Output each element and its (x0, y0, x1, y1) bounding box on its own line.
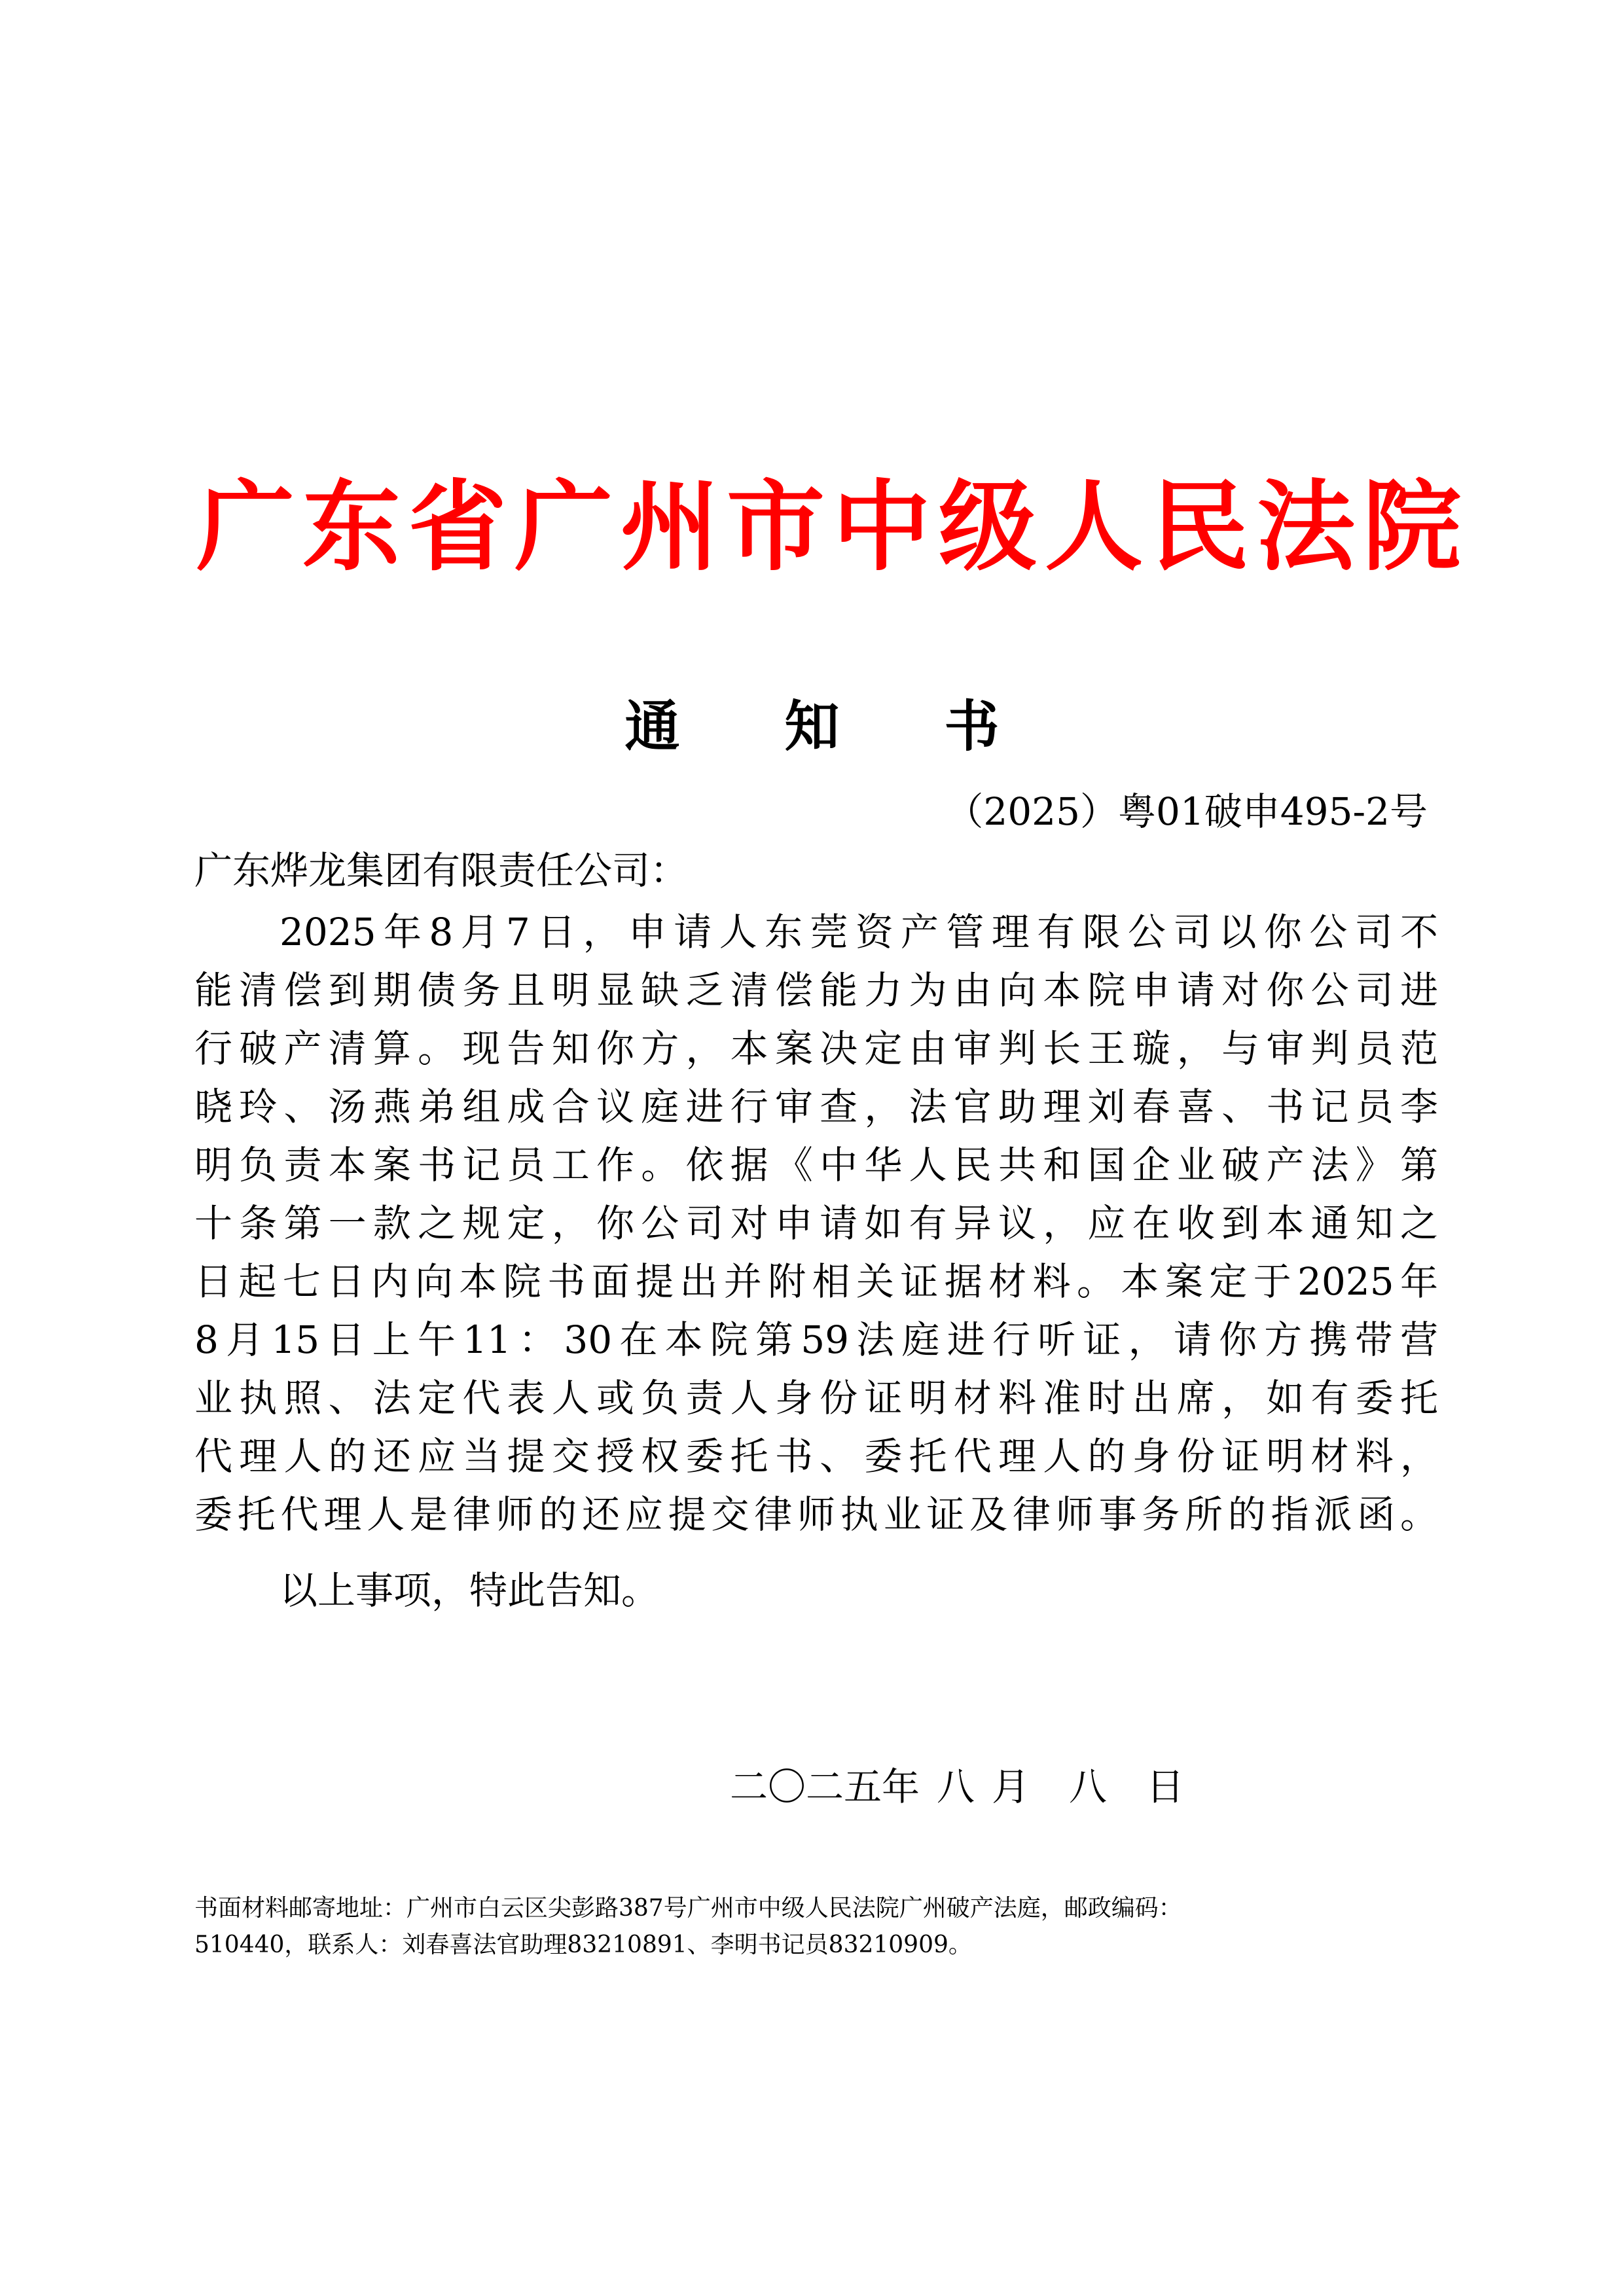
footer-line: 书面材料邮寄地址：广州市白云区尖彭路387号广州市中级人民法院广州破产法庭，邮政编码： (194, 1895, 1182, 1922)
title-char: 书 (944, 694, 1000, 759)
document-title (0, 691, 1624, 762)
title-char: 知 (784, 694, 840, 759)
date-day-label: 日 (1146, 1765, 1185, 1809)
date-month-label: 月 (992, 1765, 1030, 1809)
body-line: 十条第一款之规定，你公司对申请如有异议，应在收到本通知之 (194, 1201, 1438, 1246)
body-line: 2025年8月7日，申请人东莞资产管理有限公司以你公司不 (280, 910, 1438, 954)
notice-body (194, 903, 1438, 1544)
body-line: 行破产清算。现告知你方，本案决定由审判长王璇，与审判员范 (194, 1026, 1438, 1071)
closing-statement: 以上事项，特此告知。 (280, 1568, 660, 1613)
body-line: 日起七日内向本院书面提出并附相关证据材料。本案定于2025年 (194, 1259, 1438, 1304)
recipient: 广东烨龙集团有限责任公司： (194, 848, 689, 893)
issue-date (730, 1761, 1201, 1813)
title-char: 通 (624, 694, 680, 759)
date-month-num: 八 (937, 1765, 975, 1809)
date-year: 二〇二五年 (730, 1765, 920, 1809)
body-line: 8月15日上午11：30在本院第59法庭进行听证，请你方携带营 (194, 1318, 1438, 1362)
body-line: 代理人的还应当提交授权委托书、委托代理人的身份证明材料， (194, 1434, 1438, 1479)
body-line: 晓玲、汤燕弟组成合议庭进行审查，法官助理刘春喜、书记员李 (194, 1085, 1438, 1129)
body-line: 委托代理人是律师的还应提交律师执业证及律师事务所的指派函。 (194, 1492, 1438, 1537)
date-day-num: 八 (1069, 1765, 1108, 1809)
body-line: 明负责本案书记员工作。依据《中华人民共和国企业破产法》第 (194, 1143, 1438, 1187)
body-line: 业执照、法定代表人或负责人身份证明材料准时出席，如有委托 (194, 1376, 1438, 1420)
case-number: （2025）粤01破申495-2号 (945, 789, 1428, 834)
court-name-header: 广东省广州市中级人民法院 (196, 469, 1470, 584)
footer-line: 510440，联系人：刘春喜法官助理83210891、李明书记员83210909。 (194, 1931, 972, 1958)
mailing-address-note (194, 1890, 1438, 1964)
body-line: 能清偿到期债务且明显缺乏清偿能力为由向本院申请对你公司进 (194, 968, 1438, 1013)
